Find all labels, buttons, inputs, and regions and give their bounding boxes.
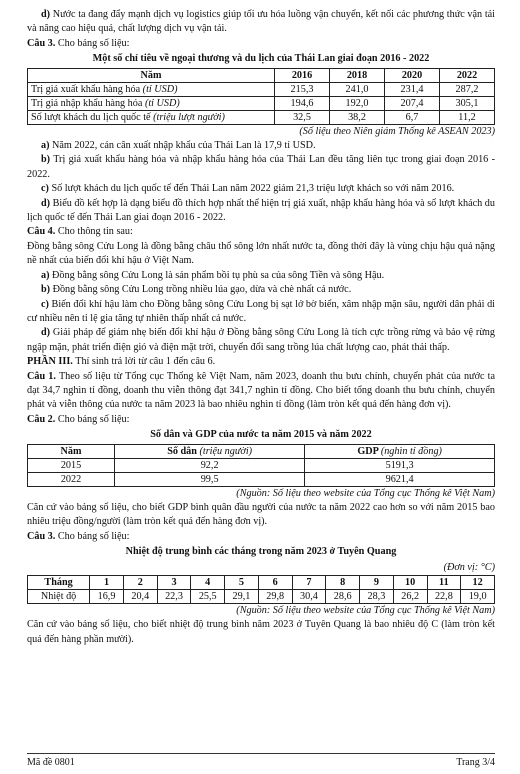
table-cell: 38,2 [330,110,385,124]
table-header-cell: 2022 [440,68,495,82]
table-header-cell: Số dân (triệu người) [115,444,305,458]
temperature-cell: 19,0 [461,590,495,604]
table-row [28,96,495,110]
q3-item-c: c) Số lượt khách du lịch quốc tế đến Thái Lan năm 2022 giảm 21,3 triệu lượt khách so với năm 2016. [41,183,455,195]
q3-item-b: b) Trị giá xuất khẩu hàng hóa và nhập khẩu hàng hóa của Thái Lan đều tăng liên tục trong giai đoạn 2016 - 2022. [27,154,495,180]
part3-question-2-text: Căn cứ vào bảng số liệu, cho biết GDP bình quân đầu người của nước ta năm 2022 cao hơn so với năm 2015 bao nhiêu triệu đồng/người (làm tròn kết quả đến hàng đơn vị). [27,501,495,528]
temperature-cell: 22,3 [157,590,191,604]
q4-item-c: c) Biến đổi khí hậu làm cho Đồng bằng sông Cửu Long bị sạt lở bờ biển, xâm nhập mặn sâu, người dân phải di cư nhiều nên tỉ lệ gia tăng tự nhiên thấp nhất cả nước. [27,298,495,324]
month-header-cell: 11 [427,576,461,590]
question-4-passage: Đồng bằng sông Cửu Long là đồng bằng châu thổ sông lớn nhất nước ta, đồng thời đây là vùng chịu hậu quả nặng nề nhất của biến đổi khí hậu ở Việt Nam. [27,240,495,267]
row-label: Trị giá xuất khẩu hàng hóa (tỉ USD) [28,82,275,96]
table-cell: 194,6 [275,96,330,110]
temperature-cell: 30,4 [292,590,326,604]
table-cell: 92,2 [115,458,305,472]
month-header-cell: 7 [292,576,326,590]
table-cell: 305,1 [440,96,495,110]
thailand-trade-table [27,68,495,125]
table-header-row [28,444,495,458]
table-row [28,458,495,472]
page-footer [27,753,495,768]
table-cell: 99,5 [115,472,305,486]
table-row [28,590,495,604]
month-header-cell: 8 [326,576,360,590]
temperature-cell: 16,9 [90,590,124,604]
table-cell: 11,2 [440,110,495,124]
row-label: Nhiệt độ [28,590,90,604]
temperature-cell: 25,5 [191,590,225,604]
table1-source: (Số liệu theo Niên giám Thống kê ASEAN 2023) [299,125,495,137]
table2-source: (Nguồn: Số liệu theo website của Tổng cục Thống kê Việt Nam) [236,487,495,499]
temperature-cell: 26,2 [393,590,427,604]
month-header-cell: 10 [393,576,427,590]
part3-question-2-heading: Câu 2. Cho bảng số liệu: [27,413,130,425]
table-header-cell: 2016 [275,68,330,82]
table3-title: Nhiệt độ trung bình các tháng trong năm 2023 ở Tuyên Quang [125,546,397,558]
q3-item-d: d) Biểu đồ kết hợp là dạng biểu đồ thích hợp nhất thể hiện trị giá xuất, nhập khẩu hàng hóa và số lượt khách du lịch quốc tế đến Thái Lan giai đoạn 2016 - 2022. [27,197,495,224]
page-number: Trang 3/4 [456,757,495,768]
part3-question-3-heading: Câu 3. Cho bảng số liệu: [27,530,130,542]
month-header-cell: 9 [360,576,394,590]
table-cell: 9621,4 [305,472,495,486]
question-4-heading: Câu 4. Cho thông tin sau: [27,226,133,238]
question-3-heading: Câu 3. Cho bảng số liệu: [27,37,130,49]
table-row [28,472,495,486]
month-header-cell: 2 [123,576,157,590]
table-row [28,82,495,96]
table-row [28,110,495,124]
temperature-cell: 22,8 [427,590,461,604]
table-cell: 2015 [28,458,115,472]
table-header-cell: Tháng [28,576,90,590]
month-header-cell: 4 [191,576,225,590]
population-gdp-table [27,444,495,487]
table-cell: 192,0 [330,96,385,110]
temperature-cell: 29,8 [258,590,292,604]
temperature-cell: 29,1 [225,590,259,604]
exam-page [27,8,495,647]
table-cell: 241,0 [330,82,385,96]
table-header-cell: Năm [28,444,115,458]
part3-question-1: Câu 1. Theo số liệu từ Tổng cục Thống kê Việt Nam, năm 2023, doanh thu bưu chính, chuyển phát của nước ta đạt 34,7 nghìn tỉ đồng, doanh thu viễn thông đạt 341,7 nghìn tỉ đồng. Cho biết tổng doanh thu bưu chính, chuyển phát và viễn thông của nước ta năm 2023 là bao nhiêu nghìn tỉ đồng (làm tròn kết quả đến hàng đơn vị). [27,370,496,411]
table1-title: Một số chỉ tiêu về ngoại thương và du lịch của Thái Lan giai đoạn 2016 - 2022 [92,53,430,65]
q4-item-d: d) Giải pháp để giảm nhẹ biến đổi khí hậu ở Đồng bằng sông Cửu Long là tích cực trồng rừng và bảo vệ rừng ngập mặn, phát triển điện gió và điện mặt trời, chuyển đổi sang trồng lúa chất lượng cao, phát thải thấp. [27,327,495,353]
q3-item-a: a) Năm 2022, cán cân xuất nhập khẩu của Thái Lan là 17,9 tỉ USD. [41,140,316,152]
q4-item-b: b) Đồng bằng sông Cửu Long trồng nhiều lúa gạo, dừa và chè nhất cả nước. [41,284,352,296]
part3-question-3-text: Căn cứ vào bảng số liệu, cho biết nhiệt độ trung bình năm 2023 ở Tuyên Quang là bao nhiêu độ C (làm tròn kết quả đến hàng phần mười). [27,619,495,645]
table-header-cell: 2018 [330,68,385,82]
table-cell: 207,4 [385,96,440,110]
temperature-cell: 28,3 [360,590,394,604]
table-cell: 32,5 [275,110,330,124]
temperature-table [27,575,495,604]
table-cell: 231,4 [385,82,440,96]
row-label: Trị giá nhập khẩu hàng hóa (tỉ USD) [28,96,275,110]
exam-code: Mã đề 0801 [27,757,75,768]
table3-source: (Nguồn: Số liệu theo website của Tổng cục Thống kê Việt Nam) [236,605,495,616]
temperature-cell: 20,4 [123,590,157,604]
month-header-cell: 3 [157,576,191,590]
table-header-row [28,576,495,590]
month-header-cell: 6 [258,576,292,590]
table3-unit: (Đơn vị: °C) [443,561,495,573]
table-cell: 5191,3 [305,458,495,472]
table2-title: Số dân và GDP của nước ta năm 2015 và năm 2022 [150,429,372,441]
month-header-cell: 5 [225,576,259,590]
table-cell: 6,7 [385,110,440,124]
table-cell: 287,2 [440,82,495,96]
table-header-row [28,68,495,82]
table-cell: 215,3 [275,82,330,96]
table-header-cell: 2020 [385,68,440,82]
temperature-cell: 28,6 [326,590,360,604]
month-header-cell: 12 [461,576,495,590]
month-header-cell: 1 [90,576,124,590]
part-3-heading: PHẦN III. Thí sinh trả lời từ câu 1 đến câu 6. [27,356,216,368]
table-cell: 2022 [28,472,115,486]
q2-item-d: d) Nước ta đang đẩy mạnh dịch vụ logistics giúp tối ưu hóa luồng vận chuyển, kết nối các phương thức vận tải và nâng cao hiệu quả, chất lượng dịch vụ vận tải. [27,9,495,35]
table-header-cell: GDP (nghìn tỉ đồng) [305,444,495,458]
q4-item-a: a) Đồng bằng sông Cửu Long là sản phẩm bồi tụ phù sa của sông Tiền và sông Hậu. [41,269,385,281]
row-label: Số lượt khách du lịch quốc tế (triệu lượt người) [28,110,275,124]
table-header-cell: Năm [28,68,275,82]
